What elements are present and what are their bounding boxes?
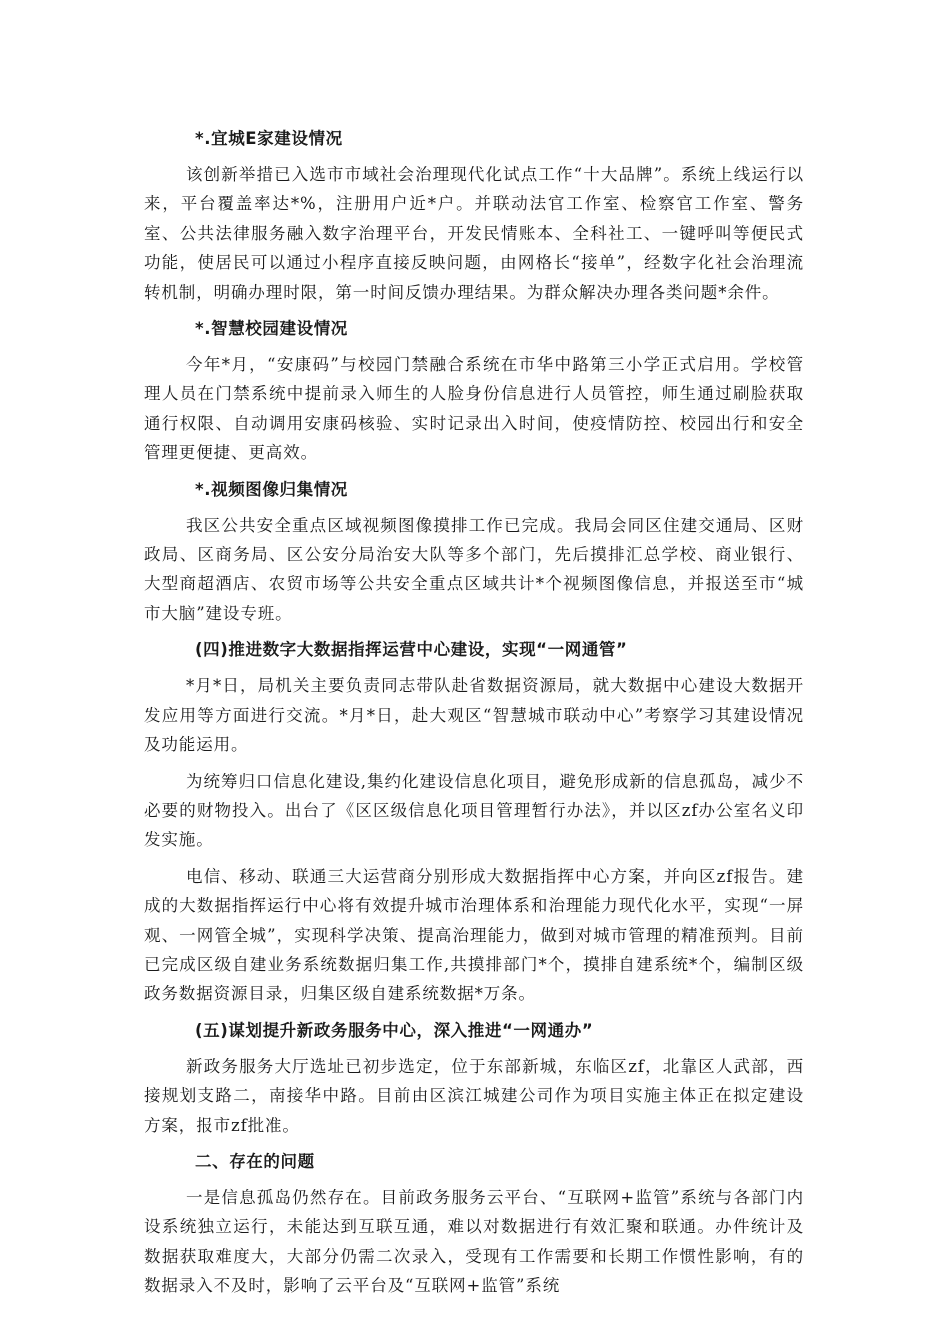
- paragraph-smart-campus: 今年*月，“安康码”与校园门禁融合系统在市华中路第三小学正式启用。学校管理人员在门禁系统中提前录入师生的人脸身份信息进行人员管控，师生通过刷脸获取通行权限、自动调用安康码核验、实时记录出入时间，使疫情防控、校园出行和安全管理更便捷、更高效。: [144, 355, 804, 463]
- section-heading-yicheng: *.宜城E家建设情况: [195, 129, 343, 148]
- paragraph-informatization-rules: 为统筹归口信息化建设,集约化建设信息化项目，避免形成新的信息孤岛，减少不必要的财物投入。出台了《区区级信息化项目管理暂行办法》，并以区zf办公室名义印发实施。: [144, 771, 804, 850]
- paragraph-service-hall: 新政务服务大厅选址已初步选定，位于东部新城，东临区zf，北靠区人武部，西接规划支路二，南接华中路。目前由区滨江城建公司作为项目实施主体正在拟定建设方案，报市zf批准。: [144, 1056, 804, 1135]
- section-heading-video-images: *.视频图像归集情况: [195, 479, 348, 499]
- paragraph-yicheng: 该创新举措已入选市市域社会治理现代化试点工作“十大品牌”。系统上线运行以来，平台覆盖率达*%，注册用户近*户。并联动法官工作室、检察官工作室、警务室、公共法律服务融入数字治理平台，开发民情账本、全科社工、一键呼叫等便民式功能，使居民可以通过小程序直接反映问题，由网格长“接单”，经数字化社会治理流转机制，明确办理时限，第一时间反馈办理结果。为群众解决办理各类问题*余件。: [144, 165, 804, 302]
- section-heading-smart-campus: *.智慧校园建设情况: [195, 319, 348, 339]
- section-heading-service-center: (五)谋划提升新政务服务中心，深入推进“一网通办”: [195, 1020, 594, 1040]
- section-heading-big-data-center: (四)推进数字大数据指挥运营中心建设，实现“一网通管”: [195, 640, 628, 660]
- paragraph-video-images: 我区公共安全重点区域视频图像摸排工作已完成。我局会同区住建交通局、区财政局、区商务局、区公安分局治安大队等多个部门，先后摸排汇总学校、商业银行、大型商超酒店、农贸市场等公共安全重点区域共计*个视频图像信息，并报送至市“城市大脑”建设专班。: [144, 515, 804, 623]
- paragraph-info-islands: 一是信息孤岛仍然存在。目前政务服务云平台、“互联网+监管”系统与各部门内设系统独立运行，未能达到互联互通，难以对数据进行有效汇聚和联通。办件统计及数据获取难度大，大部分仍需二次录入，受现有工作需要和长期工作惯性影响，有的数据录入不及时，影响了云平台及“互联网+监管”系统: [144, 1187, 804, 1296]
- paragraph-big-data-exchange: *月*日，局机关主要负责同志带队赴省数据资源局，就大数据中心建设大数据开发应用等方面进行交流。*月*日，赴大观区“智慧城市联动中心”考察学习其建设情况及功能运用。: [144, 676, 804, 755]
- paragraph-operators-plan: 电信、移动、联通三大运营商分别形成大数据指挥中心方案，并向区zf报告。建成的大数据指挥运行中心将有效提升城市治理体系和治理能力现代化水平，实现“一屏观、一网管全城”，实现科学决策、提高治理能力，做到对城市管理的精准预判。目前已完成区级自建业务系统数据归集工作,共摸排部门*个，摸排自建系统*个，编制区级政务数据资源目录，归集区级自建系统数据*万条。: [144, 866, 804, 1004]
- section-heading-problems: 二、存在的问题: [195, 1151, 315, 1171]
- document-body: [144, 124, 804, 1308]
